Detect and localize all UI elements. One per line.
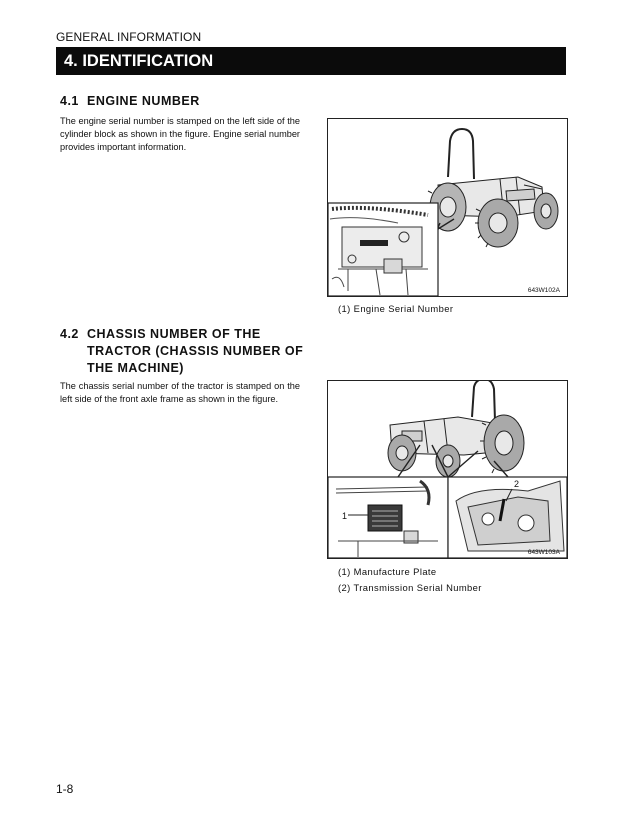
engine-detail-inset	[328, 203, 438, 296]
section-4-1-number: 4.1	[60, 94, 79, 108]
engine-number-figure	[327, 118, 568, 297]
chassis-number-illustration	[328, 381, 567, 558]
section-4-2-title-line-3: THE MACHINE)	[87, 361, 184, 375]
section-4-1-body: The engine serial number is stamped on the left side of the cylinder block as shown in the figure. Engine serial number provides important information.	[60, 116, 300, 152]
section-4-2-number: 4.2	[60, 327, 79, 341]
figure-code: 643W102A	[527, 287, 560, 294]
chassis-number-figure	[327, 380, 568, 559]
section-4-2-heading	[60, 326, 303, 377]
callout-2: 2	[514, 479, 520, 489]
transmission-inset	[448, 477, 567, 558]
callout-1: 1	[342, 511, 348, 521]
section-4-1-heading	[60, 93, 200, 110]
caption-engine-serial-number: (1) Engine Serial Number	[338, 303, 454, 314]
caption-manufacture-plate: (1) Manufacture Plate	[338, 566, 437, 577]
section-4-1-title: ENGINE NUMBER	[87, 94, 200, 108]
figure-code: 643W103A	[527, 549, 560, 556]
caption-transmission-serial-number: (2) Transmission Serial Number	[338, 582, 482, 593]
engine-number-illustration	[328, 119, 567, 296]
section-4-2-title-line-2: TRACTOR (CHASSIS NUMBER OF	[87, 344, 304, 358]
section-4-2-body: The chassis serial number of the tractor is stamped on the left side of the front axle frame as shown in the figure.	[60, 381, 300, 404]
section-4-2-title-line-1: CHASSIS NUMBER OF THE	[87, 327, 261, 341]
chapter-title: 4. IDENTIFICATION	[56, 47, 566, 75]
page-number: 1-8	[56, 782, 74, 796]
running-header: GENERAL INFORMATION	[56, 30, 202, 44]
tractor-drawing	[427, 129, 558, 247]
engine-serial-number-mark	[360, 240, 388, 246]
manufacture-plate-mark	[368, 505, 402, 531]
